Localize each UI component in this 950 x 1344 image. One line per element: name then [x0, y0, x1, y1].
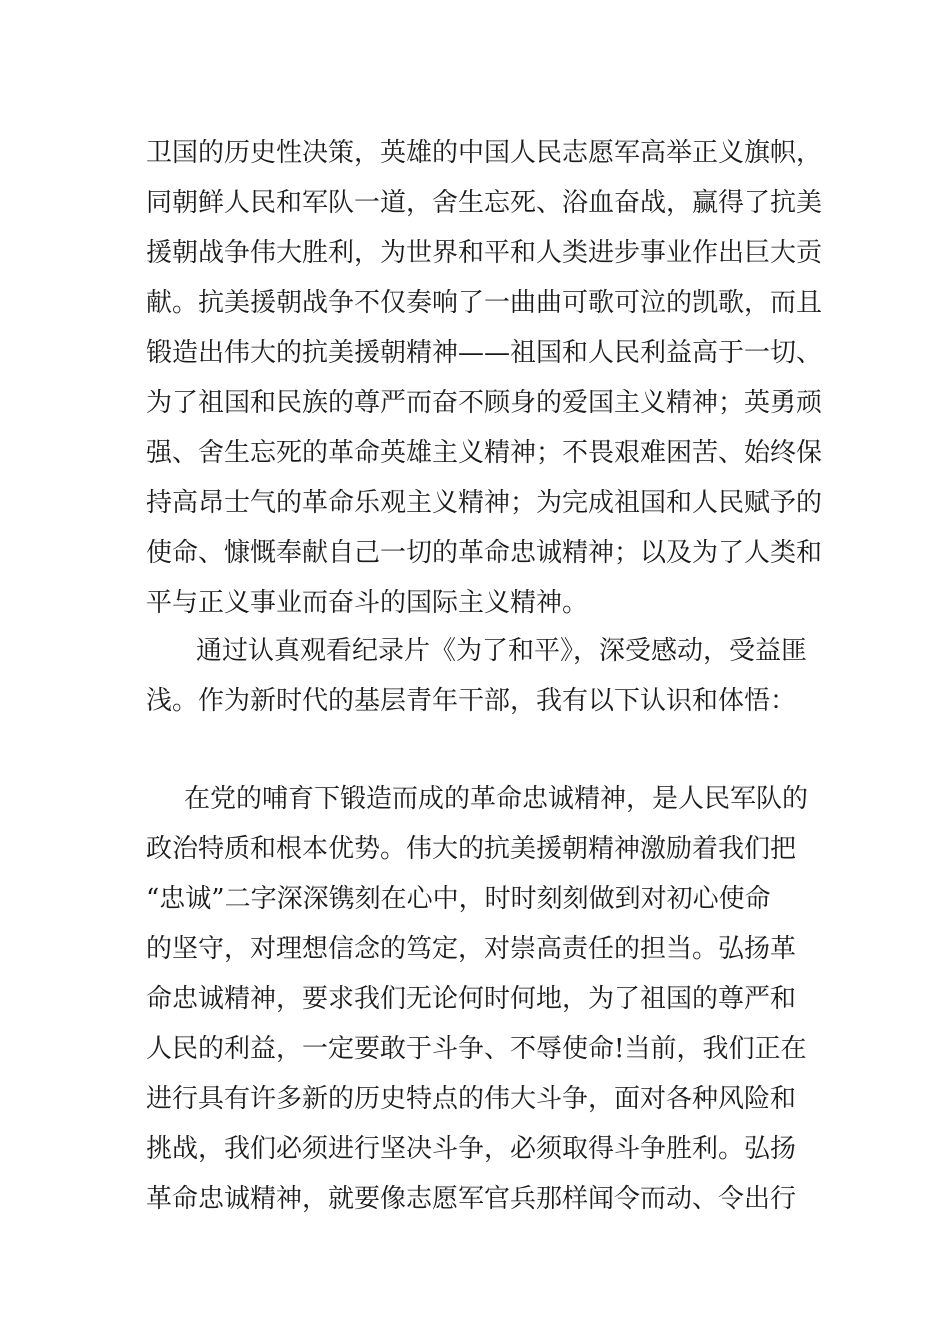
text-line: 卫国的历史性决策，英雄的中国人民志愿军高举正义旗帜， — [146, 138, 823, 168]
text-line: 持高昂士气的革命乐观主义精神；为完成祖国和人民赋予的 — [146, 488, 823, 518]
text-line: 锻造出伟大的抗美援朝精神——祖国和人民利益高于一切、 — [146, 338, 823, 368]
text-line: 的坚守，对理想信念的笃定，对崇高责任的担当。弘扬革 — [146, 934, 797, 964]
text-line: 援朝战争伟大胜利，为世界和平和人类进步事业作出巨大贡 — [146, 238, 823, 268]
text-line: 强、舍生忘死的革命英雄主义精神；不畏艰难困苦、始终保 — [146, 438, 823, 468]
text-line: 使命、慷慨奉献自己一切的革命忠诚精神；以及为了人类和 — [146, 538, 823, 568]
text-line: 命忠诚精神，要求我们无论何时何地，为了祖国的尊严和 — [146, 984, 797, 1014]
text-line: 革命忠诚精神，就要像志愿军官兵那样闻令而动、令出行 — [146, 1184, 797, 1214]
text-line: 人民的利益，一定要敢于斗争、不辱使命!当前，我们正在 — [146, 1034, 807, 1064]
text-line: 通过认真观看纪录片《为了和平》，深受感动，受益匪 — [196, 636, 808, 666]
text-line: “忠诚”二字深深镌刻在心中，时时刻刻做到对初心使命 — [146, 884, 771, 914]
text-line: 进行具有许多新的历史特点的伟大斗争，面对各种风险和 — [146, 1084, 797, 1114]
text-line: 献。抗美援朝战争不仅奏响了一曲曲可歌可泣的凯歌，而且 — [146, 288, 823, 318]
text-line: 浅。作为新时代的基层青年干部，我有以下认识和体悟： — [146, 686, 797, 716]
text-line: 平与正义事业而奋斗的国际主义精神。 — [146, 588, 589, 618]
text-line: 挑战，我们必须进行坚决斗争，必须取得斗争胜利。弘扬 — [146, 1134, 797, 1164]
text-line: 在党的哺育下锻造而成的革命忠诚精神，是人民军队的 — [184, 784, 809, 814]
text-line: 同朝鲜人民和军队一道，舍生忘死、浴血奋战，赢得了抗美 — [146, 188, 823, 218]
text-line: 为了祖国和民族的尊严而奋不顾身的爱国主义精神；英勇顽 — [146, 388, 823, 418]
text-line: 政治特质和根本优势。伟大的抗美援朝精神激励着我们把 — [146, 834, 797, 864]
